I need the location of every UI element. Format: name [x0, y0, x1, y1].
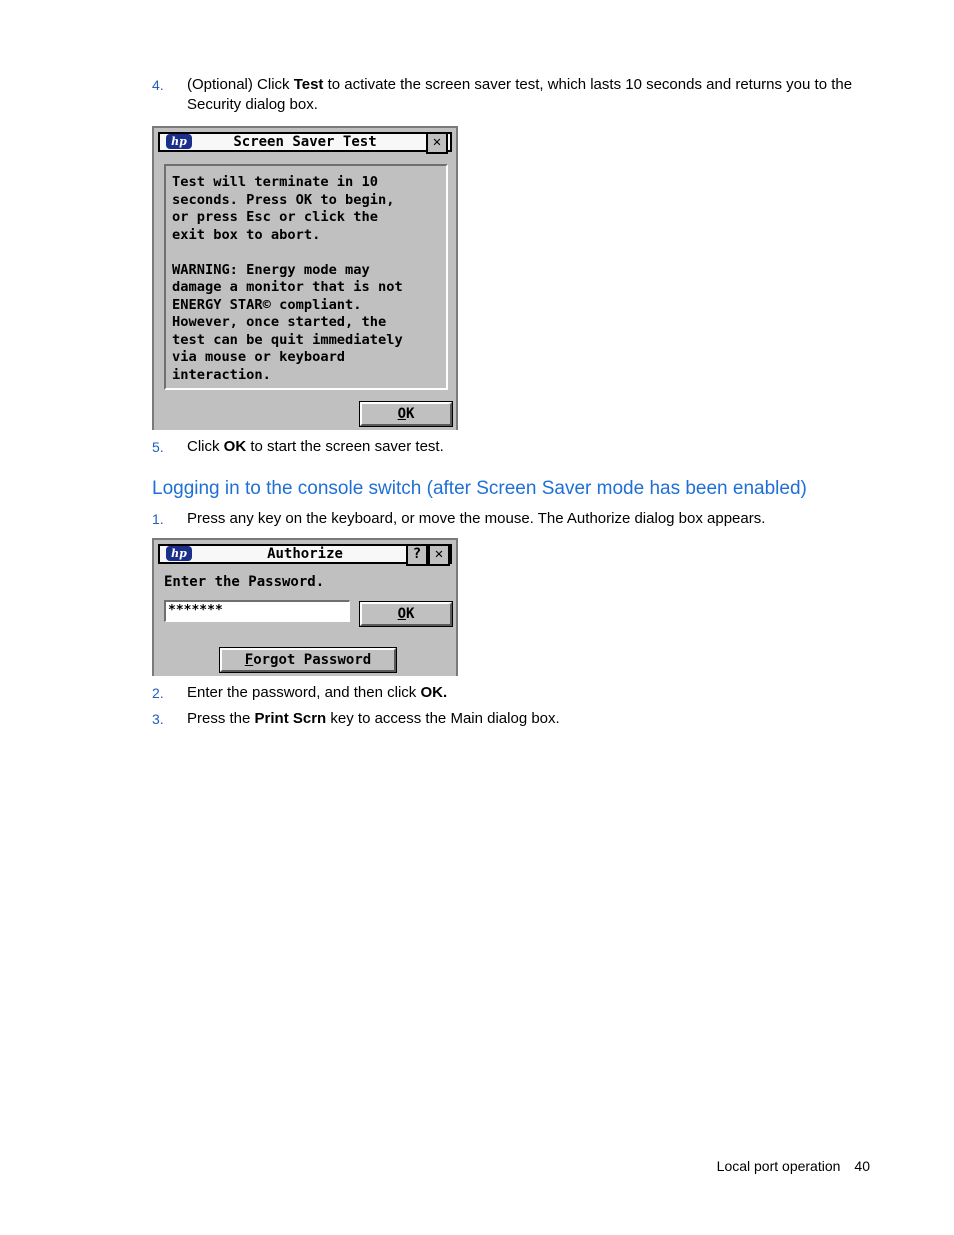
section-heading: Logging in to the console switch (after Screen Saver mode has been enabled)	[152, 478, 807, 499]
step-text: Enter the password, and then click OK.	[187, 684, 448, 701]
step-text: Press the Print Scrn key to access the Main dialog box.	[187, 710, 560, 727]
step-text: Press any key on the keyboard, or move the mouse. The Authorize dialog box appears.	[187, 510, 766, 527]
password-input[interactable]: *******	[164, 600, 350, 622]
close-icon[interactable]: ✕	[426, 132, 448, 154]
ok-button[interactable]: OK	[360, 602, 452, 626]
dialog-titlebar	[158, 132, 452, 152]
page-number: 40	[854, 1158, 870, 1174]
ok-button[interactable]: OK	[360, 402, 452, 426]
dialog-title: Screen Saver Test	[233, 134, 377, 150]
hp-logo-icon: hp	[166, 546, 192, 561]
screen-saver-test-dialog	[152, 126, 458, 430]
step-number: 5.	[152, 439, 164, 455]
step-number: 3.	[152, 711, 164, 727]
dialog-title: Authorize	[267, 546, 343, 562]
step-number: 2.	[152, 685, 164, 701]
dialog-titlebar	[158, 544, 452, 564]
page-footer	[717, 1158, 870, 1174]
password-prompt: Enter the Password.	[164, 574, 325, 590]
footer-section: Local port operation	[716, 1158, 841, 1174]
close-icon[interactable]: ✕	[428, 544, 450, 566]
authorize-dialog	[152, 538, 458, 676]
forgot-password-button[interactable]: Forgot Password	[220, 648, 396, 672]
step-text: (Optional) Click Test to activate the screen saver test, which lasts 10 seconds and returns you to the Security dialog box.	[187, 76, 853, 113]
step-number: 4.	[152, 77, 164, 93]
hp-logo-icon: hp	[166, 134, 192, 149]
message-box: Test will terminate in 10 seconds. Press OK to begin, or press Esc or click the exit box to abort. WARNING: Energy mode may damage a monitor that is not ENERGY STAR© compliant. However, once started, the test can be quit immediately via mouse or keyboard interaction.	[164, 164, 448, 390]
step-text: Click OK to start the screen saver test.	[187, 438, 444, 455]
step-number: 1.	[152, 511, 164, 527]
help-icon[interactable]: ?	[406, 544, 428, 566]
